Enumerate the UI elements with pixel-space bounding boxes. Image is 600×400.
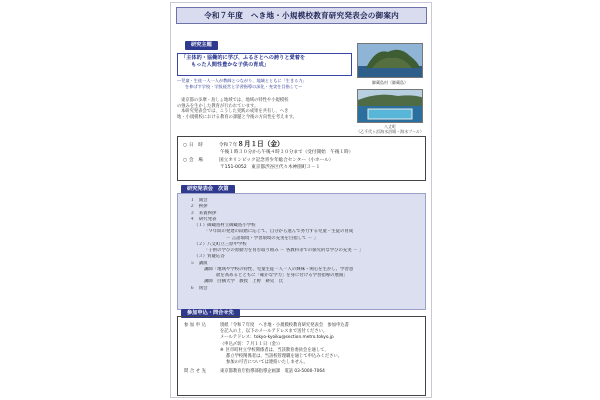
- program-line: ２ 挨拶: [190, 204, 208, 210]
- subtitle-line: ～児童・生徒一人一人が教師とつながり、地域とともに「生きる力」: [177, 78, 307, 83]
- program-line: 講師「地域や学校の特性、児童生徒一人一人の興味・関心を生かし、学習意: [204, 266, 354, 272]
- contact-box: [177, 316, 426, 396]
- apply-deadline: （申込〆切：７月１１日（金））: [220, 341, 283, 347]
- apply-row: [184, 323, 419, 348]
- date-prefix: 令和７年: [219, 143, 238, 148]
- program-line: ３ 来賓挨拶: [190, 210, 217, 216]
- inquiry-text: 東京都教育庁指導部指導企画課 電話 03-5000-7064: [220, 368, 325, 374]
- date-bullet: ○: [183, 143, 188, 148]
- program-line: 「子供の学びの原動力を育む取り組み － 各教科等での探究的な学びの充実 － 」: [204, 248, 364, 253]
- program-line: １ 開会: [190, 198, 208, 203]
- venue-row: [183, 158, 420, 164]
- pool-caption-line: （乙千代ヶ浜海水浴場・海水プール）: [356, 129, 424, 134]
- theme-line: 「主体的・協働的に学び、ふるさとへの誇りと愛着を: [181, 55, 306, 61]
- intro-line: 東京都の多摩・島しょ地域では、地域の特性や小規模校: [181, 98, 289, 103]
- island-photo-caption: 御蔵島村（御蔵島）: [372, 80, 408, 85]
- intro-line: の強みを生かした教育が行われています。: [177, 103, 259, 109]
- pool-photo-caption: [351, 124, 429, 134]
- contact-email[interactable]: メールアドレス：tokyo-kyoiku@section.metro.tokyo.jp: [220, 335, 334, 341]
- inquiry-row: [184, 369, 419, 375]
- date-row: [183, 140, 420, 149]
- program-section-heading: 研究発表会 次第: [181, 185, 235, 194]
- apply-label: 参加申込: [184, 323, 208, 328]
- intro-line: 本研究発表会では、こうした実践の成果を共有し、へき: [181, 109, 289, 115]
- intro-line: 地・小規模校における教育の課題と今後の方向性を考えます。: [177, 114, 297, 120]
- note-bullet: ※: [220, 347, 224, 353]
- program-box: [177, 193, 426, 310]
- program-line: 「９年間の発達の段階に応じて、自分から進んで努力する児童・生徒の育成: [204, 229, 354, 235]
- program-line: 欲を高めるとともに「確かな学力」を身に付ける学習指導の展開」: [216, 273, 348, 278]
- theme-line: もった人間性豊かな子供の育成」: [191, 62, 269, 69]
- venue-label: 会 場: [189, 157, 203, 163]
- program-line: （３）質疑応答: [194, 254, 225, 260]
- pool-photo: [357, 89, 423, 123]
- pool-caption-line: 八丈町: [384, 124, 396, 129]
- note-line: 参加の可否については連絡いたしません。: [226, 360, 308, 366]
- program-line: 講師 白鷗大学 教授 上野 耕史 氏: [204, 279, 284, 285]
- program-line: － 言語環境・学習環境の充実を目指して － 」: [226, 235, 319, 241]
- program-line: （１）御蔵島村立御蔵島小学校: [194, 223, 256, 228]
- intro-paragraph: [177, 98, 347, 120]
- note-line: 区市町村立学校関係者は、当該教育委員会を通して、: [225, 347, 329, 353]
- island-photo-icon: [358, 44, 423, 78]
- venue-name: 国立オリンピック記念青少年総合センター（小ホール）: [219, 157, 334, 163]
- venue-bullet: ○: [183, 157, 188, 163]
- event-info-box: [177, 136, 426, 181]
- inquiry-label: 問合せ先: [184, 368, 208, 374]
- theme-section-heading: 研究主題: [185, 41, 218, 50]
- event-time: 午後１時３０分から午後４時３０分まで（受付開始 午後１時）: [220, 149, 354, 155]
- theme-subtitle: [177, 78, 357, 89]
- research-theme-box: [177, 53, 352, 76]
- flyer-title: 令和７年度 へき地・小規模校教育研究発表会の御案内: [176, 7, 427, 24]
- apply-line: 別紙「令和７年度 へき地・小規模校教育研究発表会 参加申込書: [220, 323, 349, 328]
- date-label: 日 時: [189, 143, 203, 148]
- apply-notes: [184, 348, 419, 367]
- pool-photo-icon: [358, 90, 423, 123]
- apply-line: を記入の上、以下のメールアドレスまで送付ください。: [220, 329, 328, 335]
- apply-text: [220, 323, 419, 348]
- program-line: ４ 研究発表: [190, 216, 217, 222]
- program-line: ５ 講演: [190, 260, 208, 266]
- subtitle-line: を伸ばす学校・学級経営と学習指導の深化・充実を目指して～: [185, 83, 303, 89]
- event-date: ８月１日（金）: [237, 140, 284, 148]
- program-line: （２）八丈町立三原中学校: [194, 241, 247, 247]
- contact-section-heading: 参加申込・問合せ先: [181, 309, 240, 318]
- venue-address: 〒151-0052 東京都渋谷区代々木神園町３－１: [220, 164, 321, 170]
- island-photo: [357, 43, 423, 78]
- announcement-flyer: [170, 2, 432, 398]
- program-line: ６ 閉会: [190, 285, 208, 291]
- note-line: 都立学校関係者は、当該校管理職を通じて申込みください。: [226, 354, 343, 360]
